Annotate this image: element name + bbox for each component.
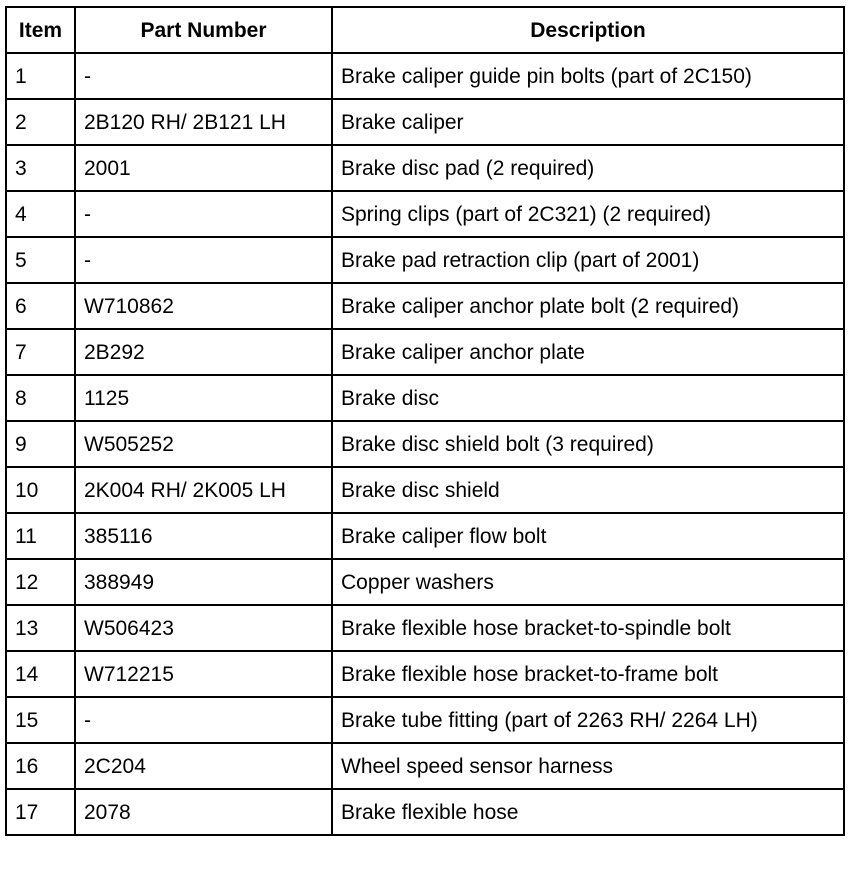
item-cell: 9	[6, 421, 75, 467]
table-row	[6, 99, 844, 145]
description-cell: Brake disc shield bolt (3 required)	[332, 421, 844, 467]
parts-table	[5, 6, 845, 836]
description-cell: Copper washers	[332, 559, 844, 605]
table-row	[6, 421, 844, 467]
part-number-cell: 2C204	[75, 743, 332, 789]
table-row	[6, 467, 844, 513]
table-row	[6, 651, 844, 697]
description-cell: Brake caliper guide pin bolts (part of 2C150)	[332, 53, 844, 99]
table-row	[6, 283, 844, 329]
table-row	[6, 375, 844, 421]
item-cell: 14	[6, 651, 75, 697]
item-cell: 4	[6, 191, 75, 237]
header-description: Description	[332, 7, 844, 53]
item-cell: 11	[6, 513, 75, 559]
table-row	[6, 53, 844, 99]
part-number-cell: W506423	[75, 605, 332, 651]
description-cell: Brake flexible hose	[332, 789, 844, 835]
description-cell: Brake flexible hose bracket-to-frame bolt	[332, 651, 844, 697]
description-cell: Brake caliper	[332, 99, 844, 145]
part-number-cell: W710862	[75, 283, 332, 329]
part-number-cell: 2B120 RH/ 2B121 LH	[75, 99, 332, 145]
table-row	[6, 697, 844, 743]
description-cell: Brake disc shield	[332, 467, 844, 513]
part-number-cell: -	[75, 237, 332, 283]
item-cell: 7	[6, 329, 75, 375]
item-cell: 15	[6, 697, 75, 743]
description-cell: Brake tube fitting (part of 2263 RH/ 2264 LH)	[332, 697, 844, 743]
description-cell: Brake pad retraction clip (part of 2001)	[332, 237, 844, 283]
item-cell: 8	[6, 375, 75, 421]
table-row	[6, 559, 844, 605]
part-number-cell: 2B292	[75, 329, 332, 375]
item-cell: 6	[6, 283, 75, 329]
description-cell: Brake flexible hose bracket-to-spindle bolt	[332, 605, 844, 651]
table-row	[6, 145, 844, 191]
description-cell: Wheel speed sensor harness	[332, 743, 844, 789]
part-number-cell: 1125	[75, 375, 332, 421]
description-cell: Brake disc	[332, 375, 844, 421]
description-cell: Spring clips (part of 2C321) (2 required)	[332, 191, 844, 237]
table-body	[6, 53, 844, 835]
part-number-cell: 2001	[75, 145, 332, 191]
table-row	[6, 743, 844, 789]
item-cell: 10	[6, 467, 75, 513]
part-number-cell: 2078	[75, 789, 332, 835]
description-cell: Brake caliper flow bolt	[332, 513, 844, 559]
header-item: Item	[6, 7, 75, 53]
part-number-cell: W505252	[75, 421, 332, 467]
table-row	[6, 605, 844, 651]
item-cell: 1	[6, 53, 75, 99]
table-row	[6, 191, 844, 237]
table-row	[6, 237, 844, 283]
table-header-row	[6, 7, 844, 53]
item-cell: 16	[6, 743, 75, 789]
item-cell: 12	[6, 559, 75, 605]
table-row	[6, 789, 844, 835]
table-row	[6, 329, 844, 375]
description-cell: Brake disc pad (2 required)	[332, 145, 844, 191]
part-number-cell: W712215	[75, 651, 332, 697]
part-number-cell: -	[75, 697, 332, 743]
table-row	[6, 513, 844, 559]
description-cell: Brake caliper anchor plate bolt (2 required)	[332, 283, 844, 329]
header-part-number: Part Number	[75, 7, 332, 53]
item-cell: 13	[6, 605, 75, 651]
item-cell: 3	[6, 145, 75, 191]
part-number-cell: -	[75, 53, 332, 99]
part-number-cell: 388949	[75, 559, 332, 605]
part-number-cell: 385116	[75, 513, 332, 559]
part-number-cell: -	[75, 191, 332, 237]
description-cell: Brake caliper anchor plate	[332, 329, 844, 375]
item-cell: 17	[6, 789, 75, 835]
item-cell: 2	[6, 99, 75, 145]
item-cell: 5	[6, 237, 75, 283]
part-number-cell: 2K004 RH/ 2K005 LH	[75, 467, 332, 513]
